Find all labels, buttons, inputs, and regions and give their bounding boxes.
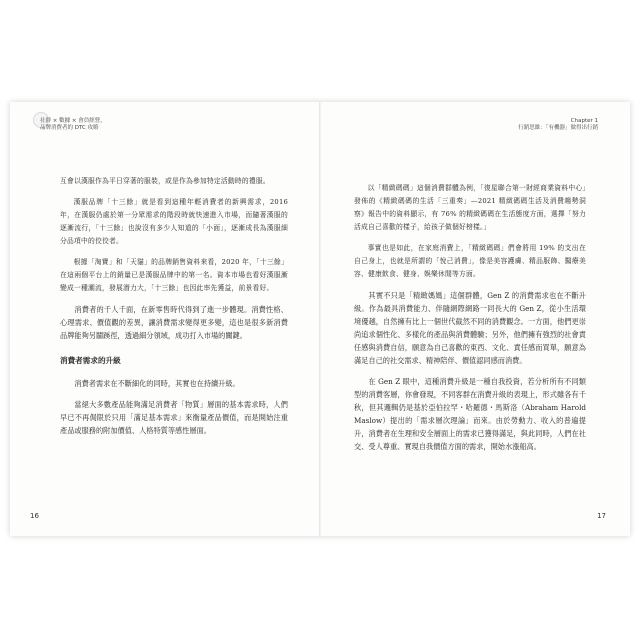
page-number-right: 17 [597,512,606,520]
left-page-body [60,175,288,445]
paragraph: 互會以漢服作為平日穿著的服裝，或是作為參加特定活動時的禮服。 [60,177,270,185]
header-right-line2: 行銷思維：「有機器」做得出行銷 [518,125,598,131]
section-heading: 消費者需求的升級 [60,356,121,365]
header-left-line1: 社群 × 數據 × 會員經營， [40,118,106,124]
paragraph: 消費者的千人千面，在新零售時代得到了進一步體現。消費性格、心理需求、價值觀的差異，讓消費需求變得更多變，這也是很多新消費品牌能夠另闢蹊徑，透過細分領域，成功打入市場的關鍵。 [60,305,288,340]
running-header-right [518,118,598,132]
right-page-body [354,182,586,461]
running-header-left [40,118,106,132]
paragraph: 其實不只是「精緻媽媽」這個群體，Gen Z 的消費需求也在不斷升級。作為最具消費能力、伴隨網際網路一同長大的 Gen Z，從小生活環境優越，自然擁有比上一個世代截然不同的消費觀念。一方面，他們更崇尚追求個性化、多樣化的產品與消費體驗；另外，他們擁有強烈的社會責任感與消費自信，願意為自己喜歡的東西、文化、責任感而買單，願意為滿足自己的社交需求、精神陪伴、價值認同感而消費。 [354,291,586,365]
page-number-left: 16 [30,512,39,520]
paragraph: 以「精緻碼碼」這個消費群體為例，「復星聯合第一財經商業資料中心」發佈的《精緻碼碼的生活「三重奏」—2021 精緻碼碼生活及消費趨勢洞察》報告中的資料顯示，有 76% 的精緻碼碼在生活態度方面，選擇「努力活成自己喜歡的樣子，給孩子做個好榜樣。」 [354,184,586,231]
paragraph: 消費者需求在不斷細化的同時，其實也在持續升級。 [74,379,240,388]
paragraph: 當絕大多數產品能夠滿足消費者「物質」層面的基本需求時，人們早已不再侷限於只用「滿足基本需求」來衡量產品價值，而是開始注重產品或服務的附加價值、人格特質等感性層面。 [60,400,288,435]
paragraph: 事實也是如此，在家庭消費上，「精緻碼碼」們會將用 19% 的支出在自己身上，也就是所謂的「悅己消費」，像是美容護膚、精品服飾、醫療美容、健康飲食、健身、娛樂休閒等方面。 [354,244,586,278]
paragraph: 在 Gen Z 眼中，這種消費升級是一種自我投資，若分析所有不同類型的消費客層，你會發現，不同客群在消費升級的表現上，形式雖各有千秋，但其邏輯仍是基於亞伯拉罕・哈羅德・馬斯洛（Abraham Harold Maslow）提出的「需求層次理論」而來。由於勞動力、收入的普遍提升，消費者在生理和安全層面上的需求已獲得滿足，與此同時，人們在社交、受人尊重、實現自我價值方面的需求，開始水漲船高。 [354,377,586,451]
paragraph: 漢服品牌「十三餘」就是看到這種年輕消費者的新興需求，2016 年，在漢服仍處於第一分眾需求的階段時就快速進入市場，而隨著漢服的逐漸流行，「十三餘」也說沒有多少人知道的「小面」，逐漸成長為漢服細分品項中的佼佼者。 [60,198,288,245]
paragraph: 根據「淘寶」和「天貓」的品牌銷售資料來看，2020 年，「十三餘」在這兩個平台上的銷量已是漢服品牌中的第一名。資本市場也看好漢服漸變成一種潮流，發展潛力大，「十三餘」也因此率先獲益，前景看好。 [60,258,288,292]
book-gutter [319,102,321,536]
header-right-line1: Chapter 1 [570,118,598,124]
header-left-line2: 品牌消費者的 DTC 攻略 [40,125,99,131]
